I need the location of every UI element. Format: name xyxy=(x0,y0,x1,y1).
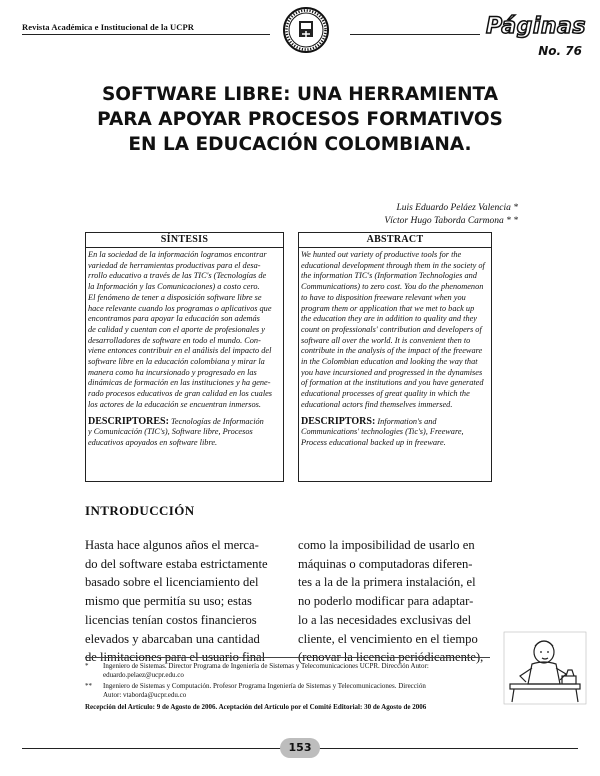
body-line: lo a las necesidades exclusivas del xyxy=(298,612,472,627)
body-line: do del software estaba estrictamente xyxy=(85,556,268,571)
footnotes xyxy=(85,662,495,712)
descriptores-text: Tecnologías de Información xyxy=(171,416,264,426)
issue-number: No. 76 xyxy=(538,44,582,58)
sintesis-box xyxy=(85,232,284,482)
footnote xyxy=(85,682,495,700)
body-line: licencias tenían costos financieros xyxy=(85,612,257,627)
body-line: de limitaciones para el usuario final xyxy=(85,650,266,665)
sintesis-line: dinámicas de formación en las instituciones y ha gene- xyxy=(88,378,271,388)
section-heading: INTRODUCCIÓN xyxy=(85,503,195,518)
body-column-right xyxy=(298,536,490,667)
descriptores-label: DESCRIPTORES: xyxy=(88,416,169,427)
person-at-desk-illustration-icon xyxy=(502,630,588,706)
body-line: mismo que permitía su uso; estas xyxy=(85,594,252,609)
sintesis-line: los actores de la educación se encuentran inmersos. xyxy=(88,399,261,409)
title-line: EN LA EDUCACIÓN COLOMBIANA. xyxy=(128,134,472,155)
footnote-line: Autor: vtaborda@ucpr.edu.co xyxy=(103,691,187,699)
sintesis-line: rado procesos educativos de gran calidad en los cuales xyxy=(88,389,273,399)
footnote xyxy=(85,662,495,680)
abstract-heading: ABSTRACT xyxy=(299,233,491,248)
author-1: Luis Eduardo Peláez Valencia * xyxy=(396,203,518,213)
received-note: Recepción del Artículo: 9 de Agosto de 2006. Aceptación del Artículo por el Comité Editorial: 30 de Agosto de 2006 xyxy=(85,703,427,711)
journal-name: Revista Académica e Institucional de la UCPR xyxy=(22,22,195,32)
abstract-line: software all over the world. It is convenient then to xyxy=(301,335,471,345)
footnote-mark: * xyxy=(85,662,89,670)
article-title xyxy=(60,82,540,157)
sintesis-line: viene entonces contribuir en el análisis del impacto del xyxy=(88,346,272,356)
footnote-rule xyxy=(85,657,490,658)
footnote-line: Ingeniero de Sistemas. Director Programa de Ingeniería de Sistemas y Telecomunicaciones UCPR. Dirección Autor: xyxy=(103,662,429,670)
sintesis-line: software libre en la educación colombiana y mirar la xyxy=(88,357,265,367)
descriptors-line: Communications' technologies (Tic's), Freeware, xyxy=(301,427,464,437)
descriptors-line: Process educational backed up in freeware. xyxy=(301,437,446,447)
abstract-line: of formation at the institutions and you have generated xyxy=(301,378,484,388)
page-number: 153 xyxy=(280,738,320,758)
body-line: cliente, el vencimiento en el tiempo xyxy=(298,631,478,646)
sintesis-heading: SÍNTESIS xyxy=(86,233,283,248)
abstract-line: to have to disposition freeware relevant when you xyxy=(301,292,466,302)
body-line: basado sobre el licenciamiento del xyxy=(85,575,259,590)
abstract-descriptors xyxy=(301,417,489,449)
body-line: como la imposibilidad de usarlo en xyxy=(298,538,475,552)
header-rule-left xyxy=(22,34,270,35)
sintesis-line: desarrolladores de software en todo el mundo. Con- xyxy=(88,335,261,345)
abstract-line: program them or application that we met to back up xyxy=(301,303,475,313)
university-seal-icon xyxy=(282,6,330,54)
abstract-line: contribute in the analysis of the impact of the freeware xyxy=(301,346,483,356)
sintesis-body xyxy=(86,248,283,449)
descriptors-text: Information's and xyxy=(377,416,437,426)
title-line: PARA APOYAR PROCESOS FORMATIVOS xyxy=(97,109,503,130)
sintesis-line: de calidad y cuentan con el aporte de profesionales y xyxy=(88,324,265,334)
footnote-line: eduardo.pelaez@ucpr.edu.co xyxy=(103,671,184,679)
sintesis-line: hace relevante cuando los programas o aplicativos que xyxy=(88,303,272,313)
sintesis-line: variedad de herramientas productivas para el desa- xyxy=(88,260,261,270)
header-rule-right xyxy=(350,34,480,35)
abstract-line: you have incursioned and progressed in the dynamises xyxy=(301,367,483,377)
abstract-line: the information TIC's (Information Technologies and xyxy=(301,271,477,281)
abstract-line: in the Colombian education and looking the way that xyxy=(301,357,478,367)
body-line: Hasta hace algunos años el merca- xyxy=(85,538,259,552)
brand-wordmark: Páginas xyxy=(486,14,586,39)
body-column-left xyxy=(85,536,280,667)
sintesis-line: encontramos para apoyar la educación son además xyxy=(88,314,260,324)
sintesis-descriptors xyxy=(88,417,281,449)
body-line: (renovar la licencia periódicamente), xyxy=(298,650,484,665)
abstract-line: the education they are in addition to quality and they xyxy=(301,314,477,324)
abstract-line: count on professionals' contribution and developers of xyxy=(301,324,482,334)
abstract-line: educational development through them in the society of xyxy=(301,260,485,270)
sintesis-line: El fenómeno de tener a disposición software libre se xyxy=(88,292,262,302)
sintesis-line: En la sociedad de la información logramos encontrar xyxy=(88,250,267,259)
abstract-line: Communications) to zero cost. You do the phenomenon xyxy=(301,282,484,292)
descriptors-label: DESCRIPTORS: xyxy=(301,416,376,427)
sintesis-line: la Información y las Comunicaciones) a costo cero. xyxy=(88,282,260,292)
abstract-body xyxy=(299,248,491,449)
sintesis-line: rrollo educativo a través de las TIC's (Tecnologías de xyxy=(88,271,267,281)
descriptores-line: y Comunicación (TIC's), Software libre, Procesos xyxy=(88,427,253,437)
title-line: SOFTWARE LIBRE: UNA HERRAMIENTA xyxy=(101,84,499,105)
abstract-line: educational actors find themselves immersed. xyxy=(301,399,453,409)
footnote-mark: ** xyxy=(85,682,92,690)
body-line: máquinas o computadoras diferen- xyxy=(298,556,473,571)
sintesis-line: manera como ha incursionado y progresado en las xyxy=(88,367,257,377)
abstract-box xyxy=(298,232,492,482)
descriptores-line: educativos apoyados en software libre. xyxy=(88,437,218,447)
body-line: elevados y abarcaban una cantidad xyxy=(85,631,260,646)
footnote-line: Ingeniero de Sistemas y Computación. Profesor Programa Ingeniería de Sistemas y Telecomunicaciones. Dirección xyxy=(103,682,426,690)
abstract-line: We hunted out variety of productive tools for the xyxy=(301,250,462,259)
abstract-line: educational processes of great quality in which the xyxy=(301,389,470,399)
body-line: tes a la de la primera instalación, el xyxy=(298,575,476,590)
author-2: Víctor Hugo Taborda Carmona * * xyxy=(384,216,518,226)
body-line: no poderlo modificar para adaptar- xyxy=(298,594,474,609)
